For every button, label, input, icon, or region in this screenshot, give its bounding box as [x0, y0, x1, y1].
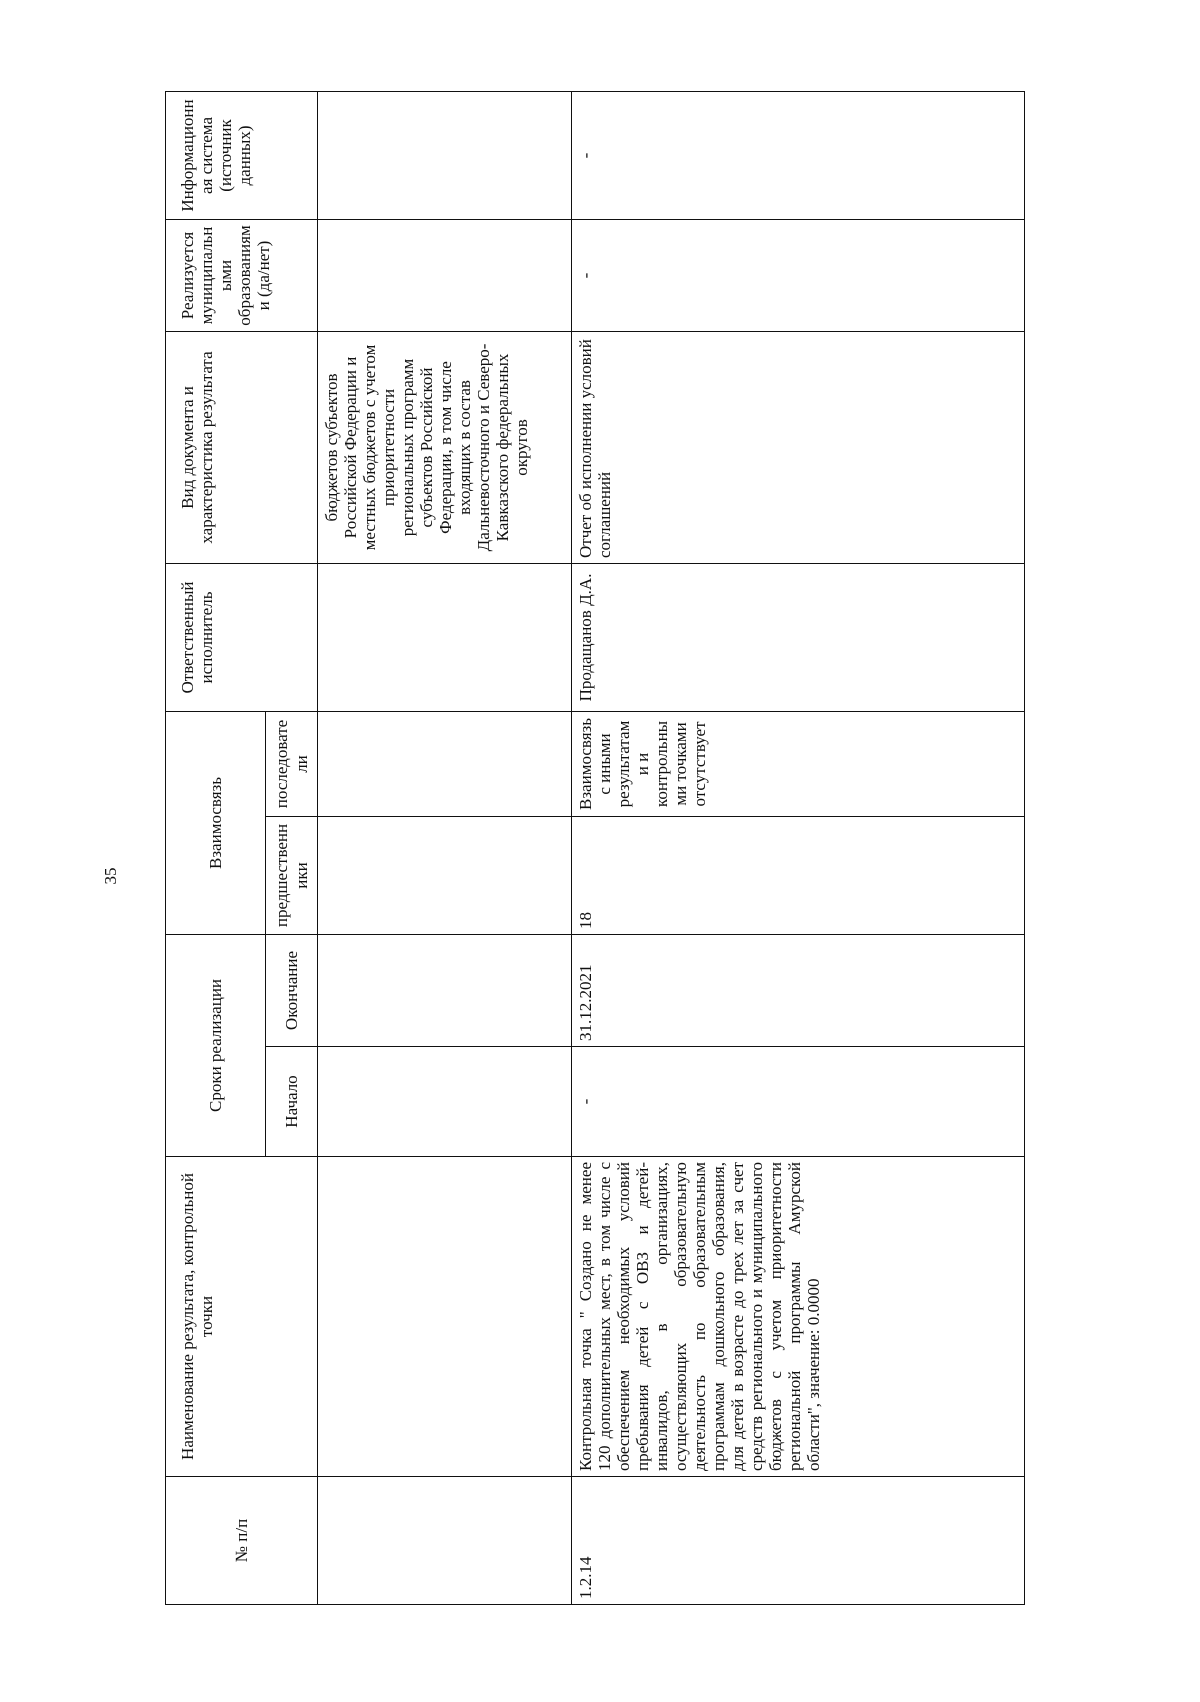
cell-info-system: - — [572, 91, 1025, 219]
cell-responsible: Продащанов Д.А. — [572, 563, 1025, 711]
cell-end: 31.12.2021 — [572, 935, 1025, 1047]
rotated-table-wrapper — [165, 92, 1025, 1605]
cell-doc-type: Отчет об исполнении условий соглашений — [572, 331, 1025, 563]
cell-num: 1.2.14 — [572, 1477, 1025, 1605]
cell-doc-type: бюджетов субъектов Российской Федерации и местных бюджетов с учетом приоритетности региональных программ субъектов Российской Федерации, в том числе входящих в состав Дальневосточного и Северо-Кавказского федеральных округов — [318, 331, 572, 563]
cell-info-system — [318, 91, 572, 219]
table-row — [572, 91, 1025, 1604]
cell-predecessors: 18 — [572, 817, 1025, 935]
header-num: № п/п — [166, 1477, 318, 1605]
cell-num — [318, 1477, 572, 1605]
cell-name: Контрольная точка " Создано не менее 120 дополнительных мест, в том числе с обеспечением необходимых условий пребывания детей с ОВЗ и детей-инвалидов, в организациях, осуществляющих образовательную деятельность по образовательным программам дошкольного образования, для детей в возрасте до трех лет за счет средств регионального и муниципального бюджетов с учетом приоритетности региональной программы Амурской области", значение: 0.0000 — [572, 1157, 1025, 1477]
cell-municipal: - — [572, 219, 1025, 331]
cell-successors: Взаимосвязь с иными результатами и контрольными точками отсутствует — [572, 711, 1025, 816]
results-table — [165, 91, 1025, 1605]
cell-end — [318, 935, 572, 1047]
header-end: Окончание — [266, 935, 318, 1047]
header-municipal: Реализуется муниципальными образованиями (да/нет) — [166, 219, 318, 331]
cell-name — [318, 1157, 572, 1477]
table-row — [318, 91, 572, 1604]
header-period: Сроки реализации — [166, 935, 266, 1157]
cell-successors — [318, 711, 572, 816]
header-row-1 — [166, 91, 266, 1604]
page-number: 35 — [101, 867, 120, 885]
header-responsible: Ответственный исполнитель — [166, 563, 318, 711]
header-start: Начало — [266, 1047, 318, 1157]
header-successors: последователи — [266, 711, 318, 816]
header-name: Наименование результата, контрольной точки — [166, 1157, 318, 1477]
header-predecessors: предшественники — [266, 817, 318, 935]
header-relation: Взаимосвязь — [166, 711, 266, 934]
header-doc-type: Вид документа и характеристика результата — [166, 331, 318, 563]
cell-predecessors — [318, 817, 572, 935]
header-info-system: Информационная система (источник данных) — [166, 91, 318, 219]
cell-start: - — [572, 1047, 1025, 1157]
cell-municipal — [318, 219, 572, 331]
cell-start — [318, 1047, 572, 1157]
cell-responsible — [318, 563, 572, 711]
